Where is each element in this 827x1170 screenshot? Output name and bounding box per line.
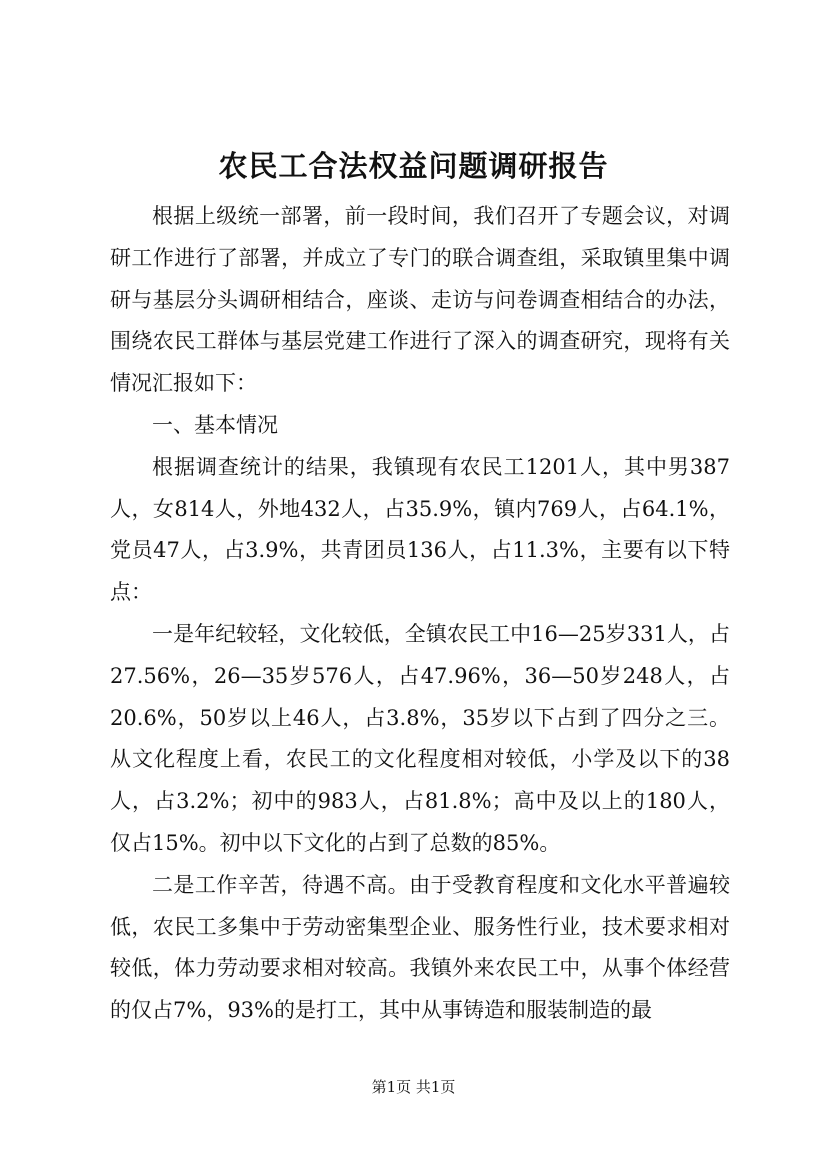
paragraph-statistics: 根据调查统计的结果，我镇现有农民工1201人，其中男387人，女814人，外地432人，占35.9%，镇内769人，占64.1%，党员47人，占3.9%，共青团员136人，占11.3%，主要有以下特点：: [110, 454, 730, 605]
document-title: 农民工合法权益问题调研报告: [218, 149, 609, 183]
paragraph-feature-two: 二是工作辛苦，待遇不高。由于受教育程度和文化水平普遍较低，农民工多集中于劳动密集型企业、服务性行业，技术要求相对较低，体力劳动要求相对较高。我镇外来农民工中，从事个体经营的仅占7%，93%的是打工，其中从事铸造和服装制造的最: [110, 872, 730, 1023]
document-body: [110, 196, 730, 1032]
section-heading-basic-situation: 一、基本情况: [152, 412, 278, 437]
paragraph-feature-one: 一是年纪较轻，文化较低，全镇农民工中16—25岁331人，占27.56%，26—35岁576人，占47.96%，36—50岁248人，占20.6%，50岁以上46人，占3.8%，35岁以下占到了四分之三。从文化程度上看，农民工的文化程度相对较低，小学及以下的38人，占3.2%；初中的983人，占81.8%；高中及以上的180人，仅占15%。初中以下文化的占到了总数的85%。: [110, 621, 730, 855]
page-number-footer: 第1页 共1页: [371, 1078, 456, 1096]
paragraph-intro: 根据上级统一部署，前一段时间，我们召开了专题会议，对调研工作进行了部署，并成立了专门的联合调查组，采取镇里集中调研与基层分头调研相结合，座谈、走访与问卷调查相结合的办法，围绕农民工群体与基层党建工作进行了深入的调查研究，现将有关情况汇报如下：: [110, 204, 730, 396]
